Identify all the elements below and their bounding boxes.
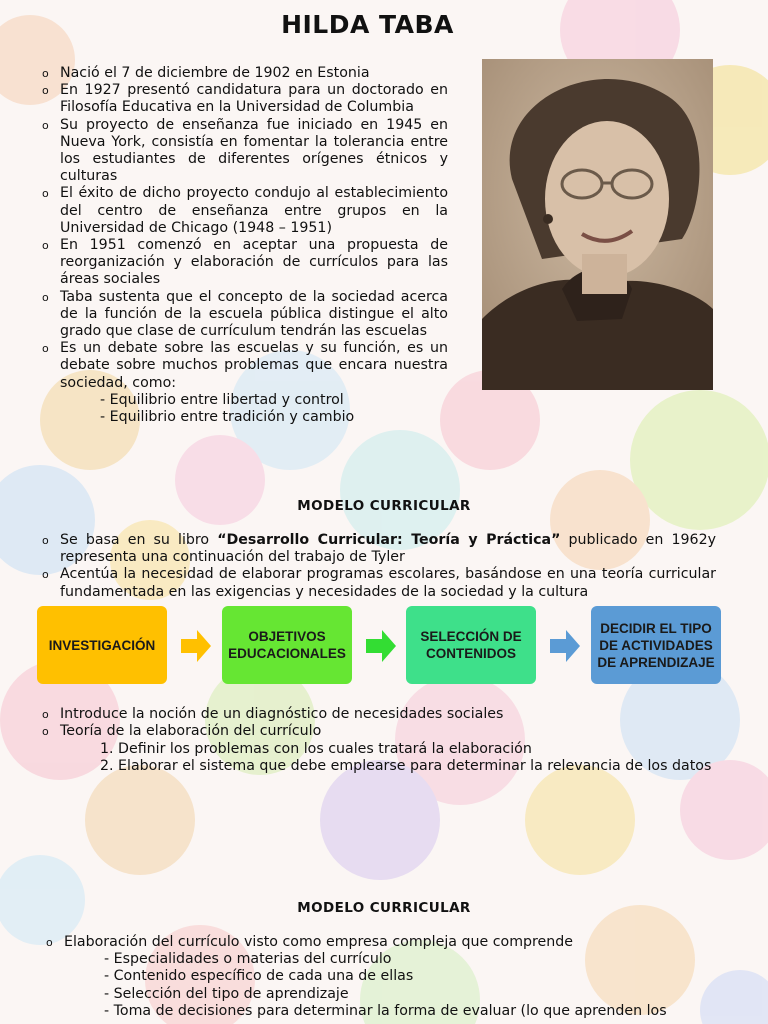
bullet-marker: o <box>42 568 49 582</box>
bullet-marker: o <box>42 118 49 132</box>
portrait-photo <box>482 59 713 390</box>
numbered-item: 2. Elaborar el sistema que debe emplearse para determinar la relevancia de los datos <box>100 758 712 775</box>
sub-item: - Equilibrio entre libertad y control <box>100 391 344 408</box>
sub-item: - Especialidades o materias del currículo <box>104 951 392 968</box>
flow-step-actividades: DECIDIR EL TIPO DE ACTIVIDADES DE APRENDIZAJE <box>591 606 721 684</box>
sub-item: - Equilibrio entre tradición y cambio <box>100 409 355 426</box>
list-item: o Se basa en su libro “Desarrollo Curricular: Teoría y Práctica” publicado en 1962y representa una continuación del trabajo de Tyler <box>42 532 716 566</box>
numbered-steps <box>42 741 716 775</box>
numbered-item: 1. Definir los problemas con los cuales tratará la elaboración <box>100 741 532 757</box>
components-list <box>46 934 722 1020</box>
arrow-right-icon <box>550 630 580 662</box>
bullet-marker: o <box>42 67 49 80</box>
sub-item: - Selección del tipo de aprendizaje <box>104 985 349 1002</box>
process-flow <box>37 606 723 686</box>
arrow-right-icon <box>181 630 211 662</box>
page-3 <box>0 866 768 1024</box>
sub-item: - Toma de decisiones para determinar la forma de evaluar (lo que aprenden los <box>104 1002 667 1019</box>
bullet-marker: o <box>42 239 49 253</box>
flow-step-seleccion: SELECCIÓN DE CONTENIDOS <box>406 606 536 684</box>
bullet-marker: o <box>42 708 49 721</box>
bullet-marker: o <box>42 290 49 304</box>
page-1 <box>0 0 768 432</box>
bullet-marker: o <box>42 187 49 201</box>
list-item: o En 1951 comenzó en aceptar una propuesta de reorganización y elaboración de currículos para las áreas sociales <box>42 237 448 288</box>
sub-item: - Contenido específico de cada una de ellas <box>104 968 414 985</box>
arrow-right-icon <box>366 630 396 662</box>
theory-list <box>42 706 716 740</box>
bullet-marker: o <box>42 342 49 356</box>
list-item: o Su proyecto de enseñanza fue iniciado en 1945 en Nueva York, consistía en fomentar la tolerancia entre los estudiantes de diferentes orígenes étnicos y culturas <box>42 116 448 185</box>
book-title: “Desarrollo Curricular: Teoría y Práctica” <box>217 532 561 548</box>
bullet-marker: o <box>42 725 49 739</box>
list-item: o Taba sustenta que el concepto de la sociedad acerca de la función de la escuela pública distingue el alto grado que clase de currículum tendrán las escuelas <box>42 288 448 340</box>
list-item: o Teoría de la elaboración del currículo <box>42 723 322 740</box>
flow-step-objetivos: OBJETIVOS EDUCACIONALES <box>222 606 352 684</box>
page-2 <box>0 432 768 866</box>
list-item: o Introduce la noción de un diagnóstico de necesidades sociales <box>42 706 504 722</box>
section-title: MODELO CURRICULAR <box>297 900 471 916</box>
intro-list <box>42 532 716 601</box>
bullet-marker: o <box>42 534 49 547</box>
flow-step-investigacion: INVESTIGACIÓN <box>37 606 167 684</box>
list-item: o Es un debate sobre las escuelas y su función, es un debate sobre muchos problemas que encara nuestra sociedad, como: <box>42 340 448 391</box>
biography-list <box>42 65 448 426</box>
list-item: o En 1927 presentó candidatura para un doctorado en Filosofía Educativa en la Universidad de Columbia <box>42 82 448 116</box>
list-item: o Acentúa la necesidad de elaborar programas escolares, basándose en una teoría curricular fundamentada en las exigencias y necesidades de la sociedad y la cultura <box>42 566 716 600</box>
list-item: o Nació el 7 de diciembre de 1902 en Estonia <box>42 65 370 81</box>
bullet-marker: o <box>46 936 53 949</box>
list-item: o El éxito de dicho proyecto condujo al establecimiento del centro de enseñanza entre grupos en la Universidad de Chicago (1948 – 1951) <box>42 185 448 236</box>
section-title: MODELO CURRICULAR <box>297 498 471 514</box>
list-item: o Elaboración del currículo visto como empresa compleja que comprende <box>46 934 574 950</box>
bullet-marker: o <box>42 84 49 98</box>
page-title: HILDA TABA <box>281 10 454 39</box>
